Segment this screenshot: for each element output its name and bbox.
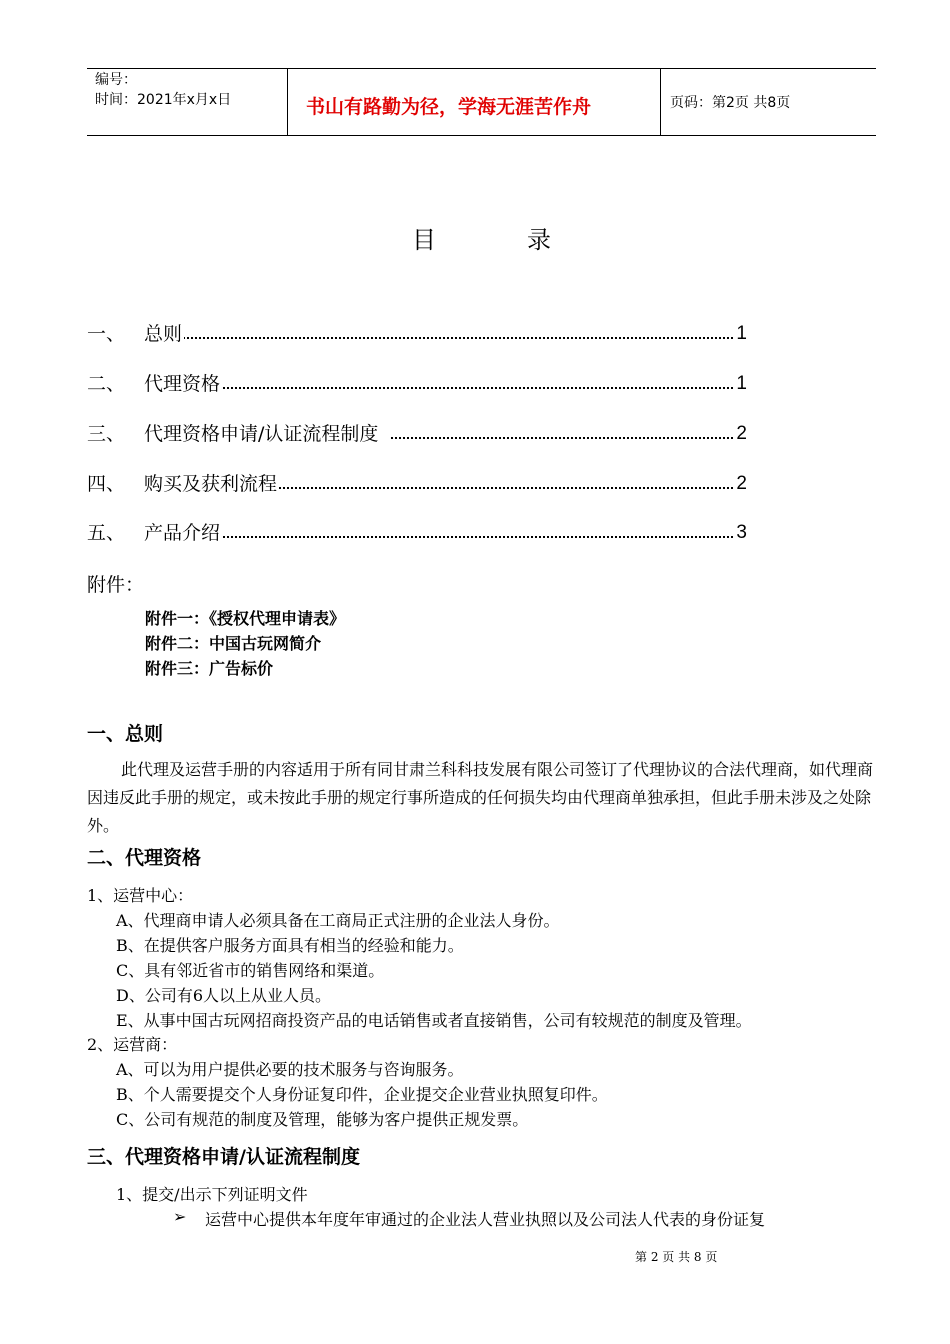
attachment-item: 附件三：广告标价 <box>145 659 274 678</box>
bullet-arrow-icon: ➢ <box>173 1207 187 1226</box>
attachment-item: 附件二：中国古玩网简介 <box>145 634 322 653</box>
list-item: C、具有邻近省市的销售网络和渠道。 <box>116 961 385 980</box>
section-paragraph: 此代理及运营手册的内容适用于所有同甘肃兰科科技发展有限公司签订了代理协议的合法代理商，如代理商因违反此手册的规定，或未按此手册的规定行事所造成的任何损失均由代理商单独承担，但此手册未涉及之处除外。 <box>87 760 874 835</box>
list-item: 1、提交/出示下列证明文件 <box>116 1185 308 1204</box>
toc-item-text: 产品介绍 <box>144 519 222 547</box>
header-divider-left <box>287 69 288 136</box>
toc-item-page: 1 <box>736 373 747 394</box>
toc-item-page: 2 <box>736 473 747 494</box>
toc-leader-dots <box>144 387 733 389</box>
toc-item-text: 代理资格申请/认证流程制度 <box>144 420 390 448</box>
toc-item[interactable] <box>87 370 747 398</box>
toc-item-text: 总则 <box>144 320 184 348</box>
toc-item-number: 五、 <box>87 522 126 544</box>
toc-item[interactable] <box>87 320 747 348</box>
attachments-label: 附件： <box>87 574 145 596</box>
toc-item-page: 3 <box>736 522 747 543</box>
toc-leader-dots <box>144 337 733 339</box>
list-group-title: 2、运营商： <box>87 1035 178 1054</box>
list-item: A、代理商申请人必须具备在工商局正式注册的企业法人身份。 <box>116 911 560 930</box>
header-motto: 书山有路勤为径，学海无涯苦作舟 <box>306 96 592 118</box>
toc-leader-dots <box>144 536 733 538</box>
toc-item[interactable] <box>87 470 747 498</box>
page-footer: 第 2 页 共 8 页 <box>635 1250 718 1264</box>
toc-item-text: 购买及获利流程 <box>144 470 279 498</box>
toc-item-text: 代理资格 <box>144 370 222 398</box>
section-heading: 二、代理资格 <box>87 847 202 869</box>
toc-item-number: 一、 <box>87 323 126 345</box>
section-heading: 三、代理资格申请/认证流程制度 <box>87 1146 360 1168</box>
header-bottom-rule <box>87 135 876 136</box>
toc-title-right: 录 <box>527 226 551 254</box>
toc-item-number: 二、 <box>87 373 126 395</box>
toc-title-left: 目 <box>412 226 436 254</box>
toc-item-page: 1 <box>736 323 747 344</box>
header-number-label: 编号： <box>95 72 137 88</box>
list-item: B、在提供客户服务方面具有相当的经验和能力。 <box>116 936 464 955</box>
toc-item[interactable] <box>87 420 747 448</box>
toc-item-page: 2 <box>736 423 747 444</box>
toc-item-number: 三、 <box>87 423 126 445</box>
toc-item[interactable] <box>87 519 747 547</box>
toc-item-number: 四、 <box>87 473 126 495</box>
list-item: D、公司有6人以上从业人员。 <box>116 986 332 1005</box>
list-item: C、公司有规范的制度及管理，能够为客户提供正规发票。 <box>116 1110 529 1129</box>
list-item: A、可以为用户提供必要的技术服务与咨询服务。 <box>116 1060 464 1079</box>
header-divider-right <box>660 69 661 136</box>
list-item: E、从事中国古玩网招商投资产品的电话销售或者直接销售，公司有较规范的制度及管理。 <box>116 1011 752 1030</box>
bullet-item: 运营中心提供本年度年审通过的企业法人营业执照以及公司法人代表的身份证复 <box>205 1210 766 1229</box>
header-page-info: 页码：第2页 共8页 <box>670 95 791 111</box>
header-time-label: 时间：2021年x月x日 <box>95 92 232 108</box>
attachment-item: 附件一：《授权代理申请表》 <box>145 609 346 628</box>
list-item: B、个人需要提交个人身份证复印件，企业提交企业营业执照复印件。 <box>116 1085 608 1104</box>
header-top-rule <box>87 68 876 69</box>
section-heading: 一、总则 <box>87 723 164 745</box>
list-group-title: 1、运营中心： <box>87 886 194 905</box>
